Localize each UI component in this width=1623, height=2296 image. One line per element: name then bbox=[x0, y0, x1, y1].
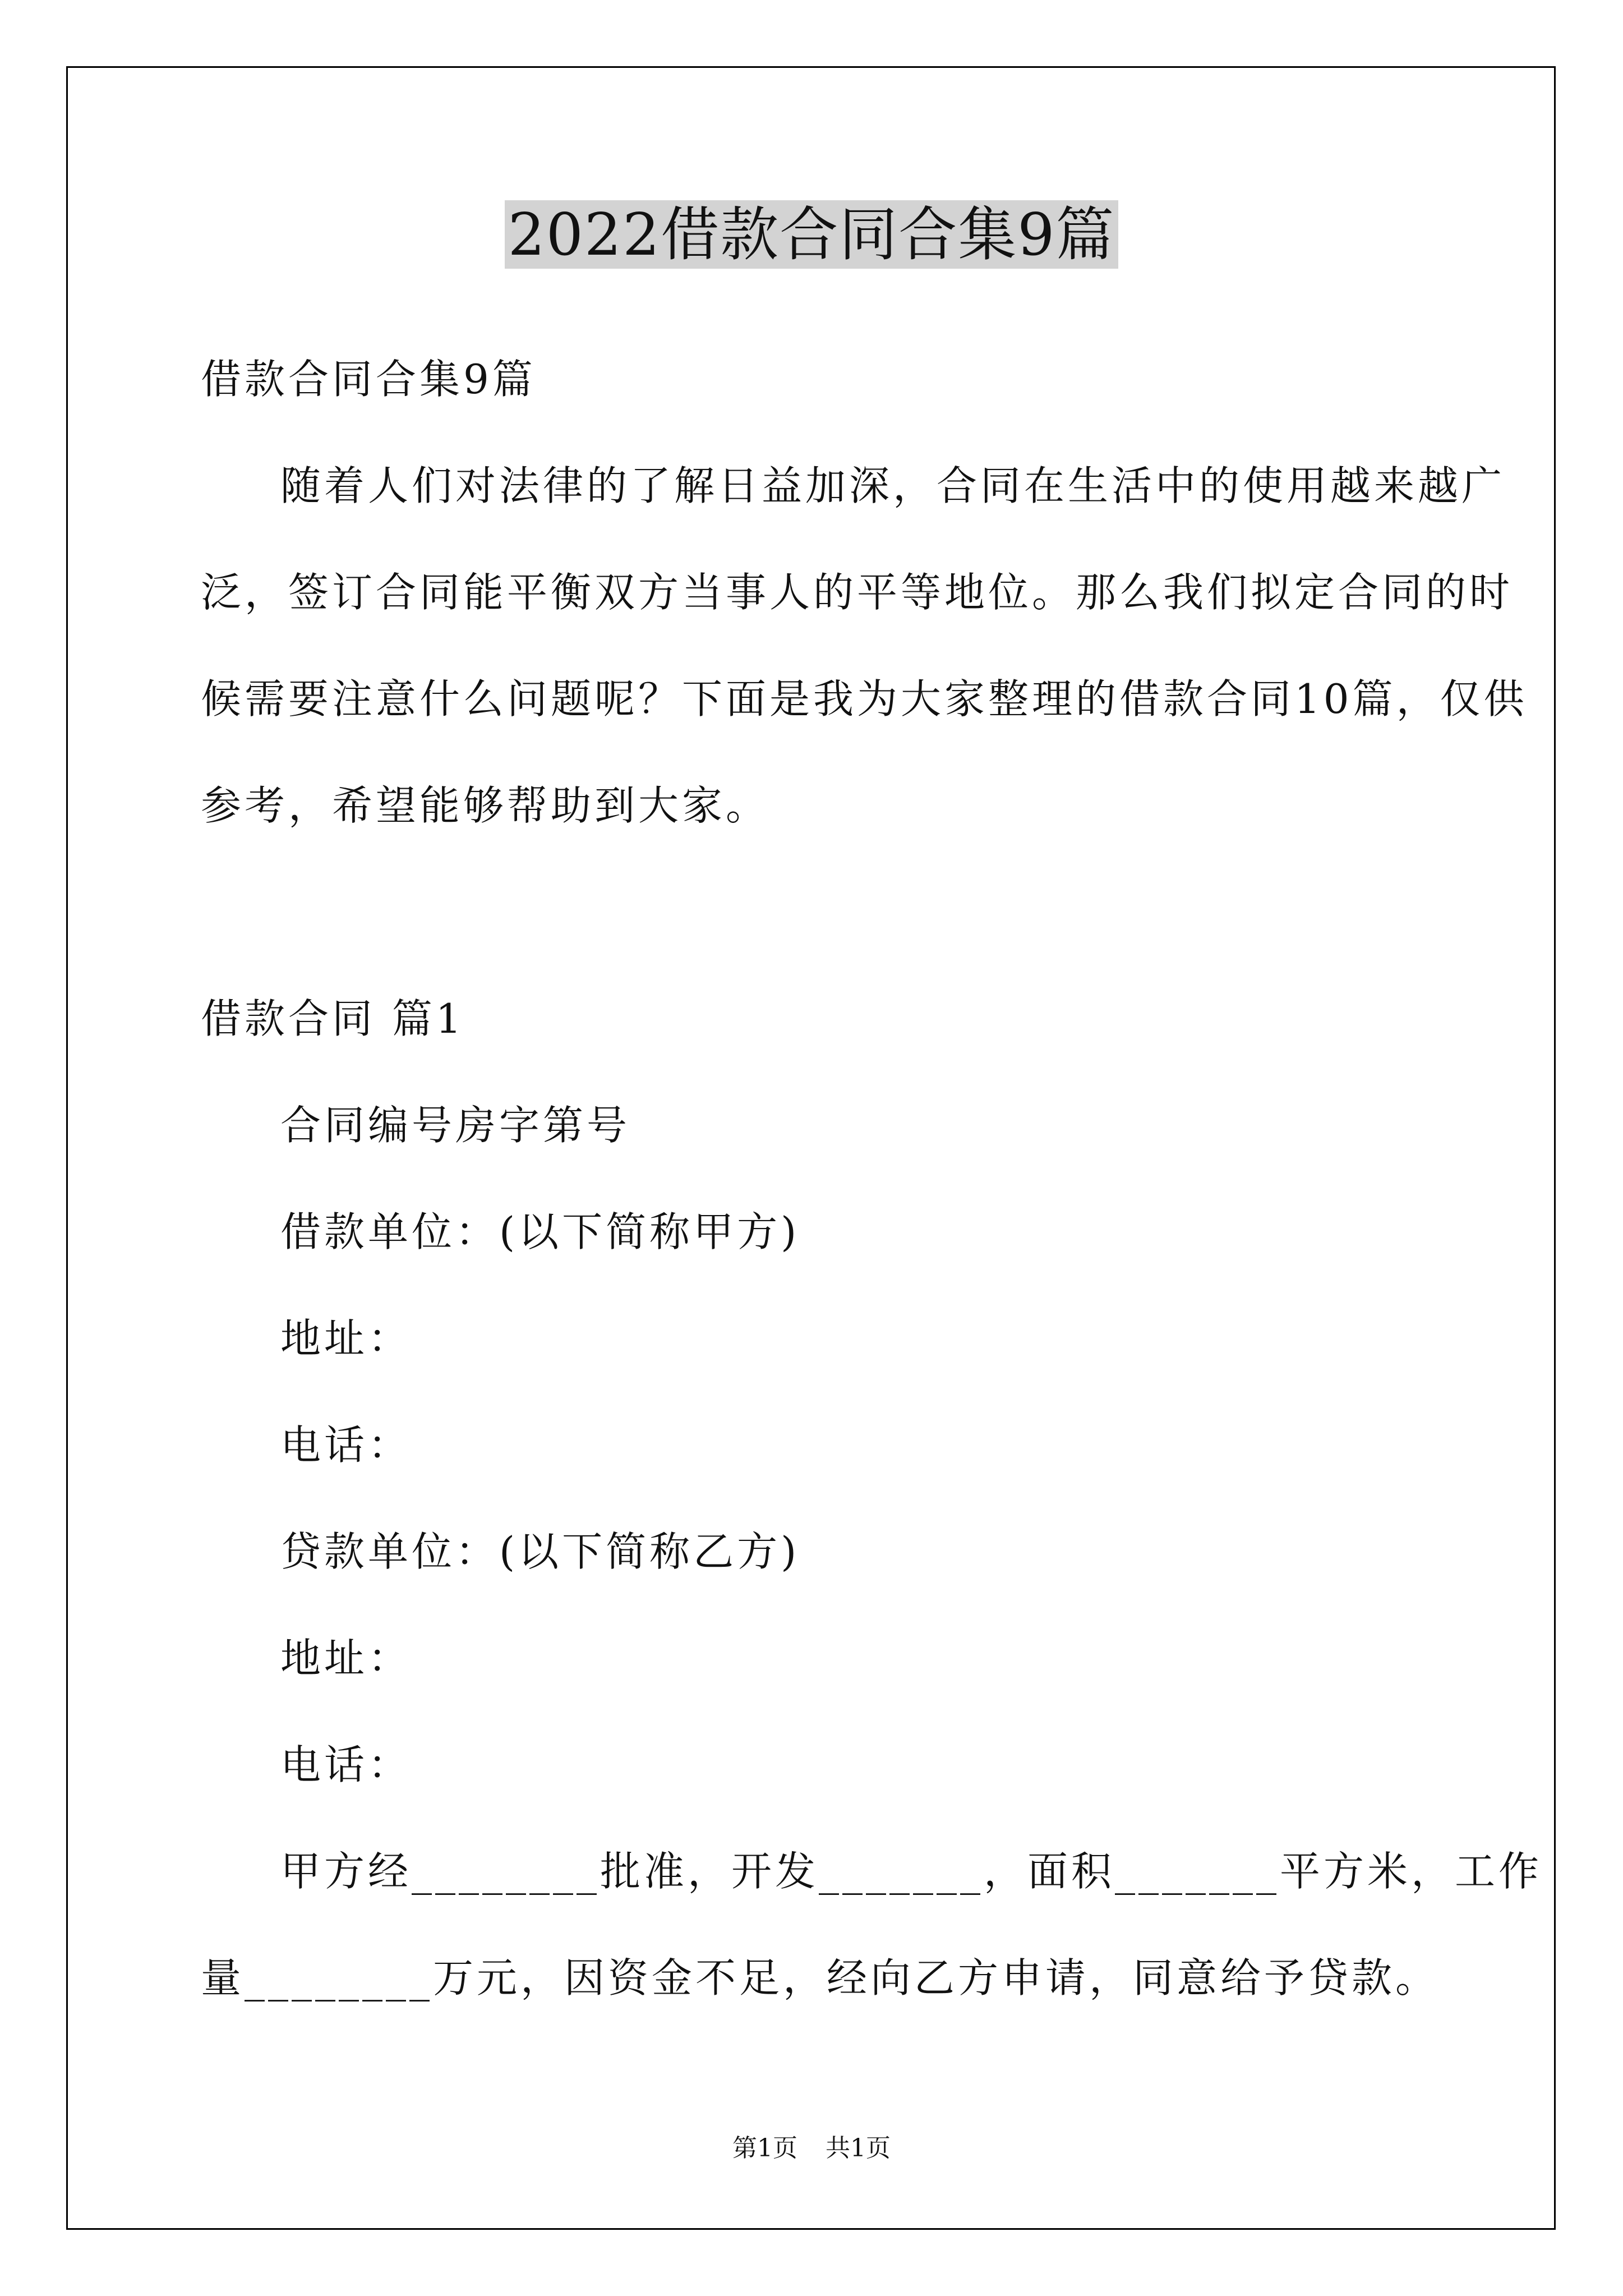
borrower-address-line: 地址： bbox=[280, 1315, 412, 1362]
intro-line-1: 随着人们对法律的了解日益加深，合同在生活中的使用越来越广 bbox=[280, 462, 1506, 509]
document-subtitle: 借款合同合集9篇 bbox=[201, 356, 536, 403]
lender-address-line: 地址： bbox=[280, 1635, 412, 1682]
intro-line-4: 参考，希望能够帮助到大家。 bbox=[201, 782, 770, 829]
page-footer bbox=[0, 2132, 1623, 2165]
contract-number-line: 合同编号房字第号 bbox=[280, 1102, 631, 1149]
borrower-line: 借款单位：(以下简称甲方) bbox=[280, 1208, 800, 1255]
page-number-current: 第1页 bbox=[732, 2134, 797, 2162]
borrower-phone-line: 电话： bbox=[280, 1421, 412, 1469]
document-title-text: 2022借款合同合集9篇 bbox=[505, 200, 1119, 269]
document-title bbox=[0, 195, 1623, 274]
clause-line-1: 甲方经________批准，开发_______，面积_______平方米，工作 bbox=[280, 1848, 1543, 1895]
clause-line-2: 量________万元，因资金不足，经向乙方申请，同意给予贷款。 bbox=[201, 1954, 1440, 2001]
intro-line-3: 候需要注意什么问题呢？下面是我为大家整理的借款合同10篇，仅供 bbox=[201, 675, 1528, 723]
lender-line: 贷款单位：(以下简称乙方) bbox=[280, 1528, 800, 1575]
page-number-total: 共1页 bbox=[826, 2134, 891, 2162]
section-heading: 借款合同 篇1 bbox=[201, 995, 465, 1042]
lender-phone-line: 电话： bbox=[280, 1741, 412, 1788]
intro-line-2: 泛，签订合同能平衡双方当事人的平等地位。那么我们拟定合同的时 bbox=[201, 569, 1514, 616]
